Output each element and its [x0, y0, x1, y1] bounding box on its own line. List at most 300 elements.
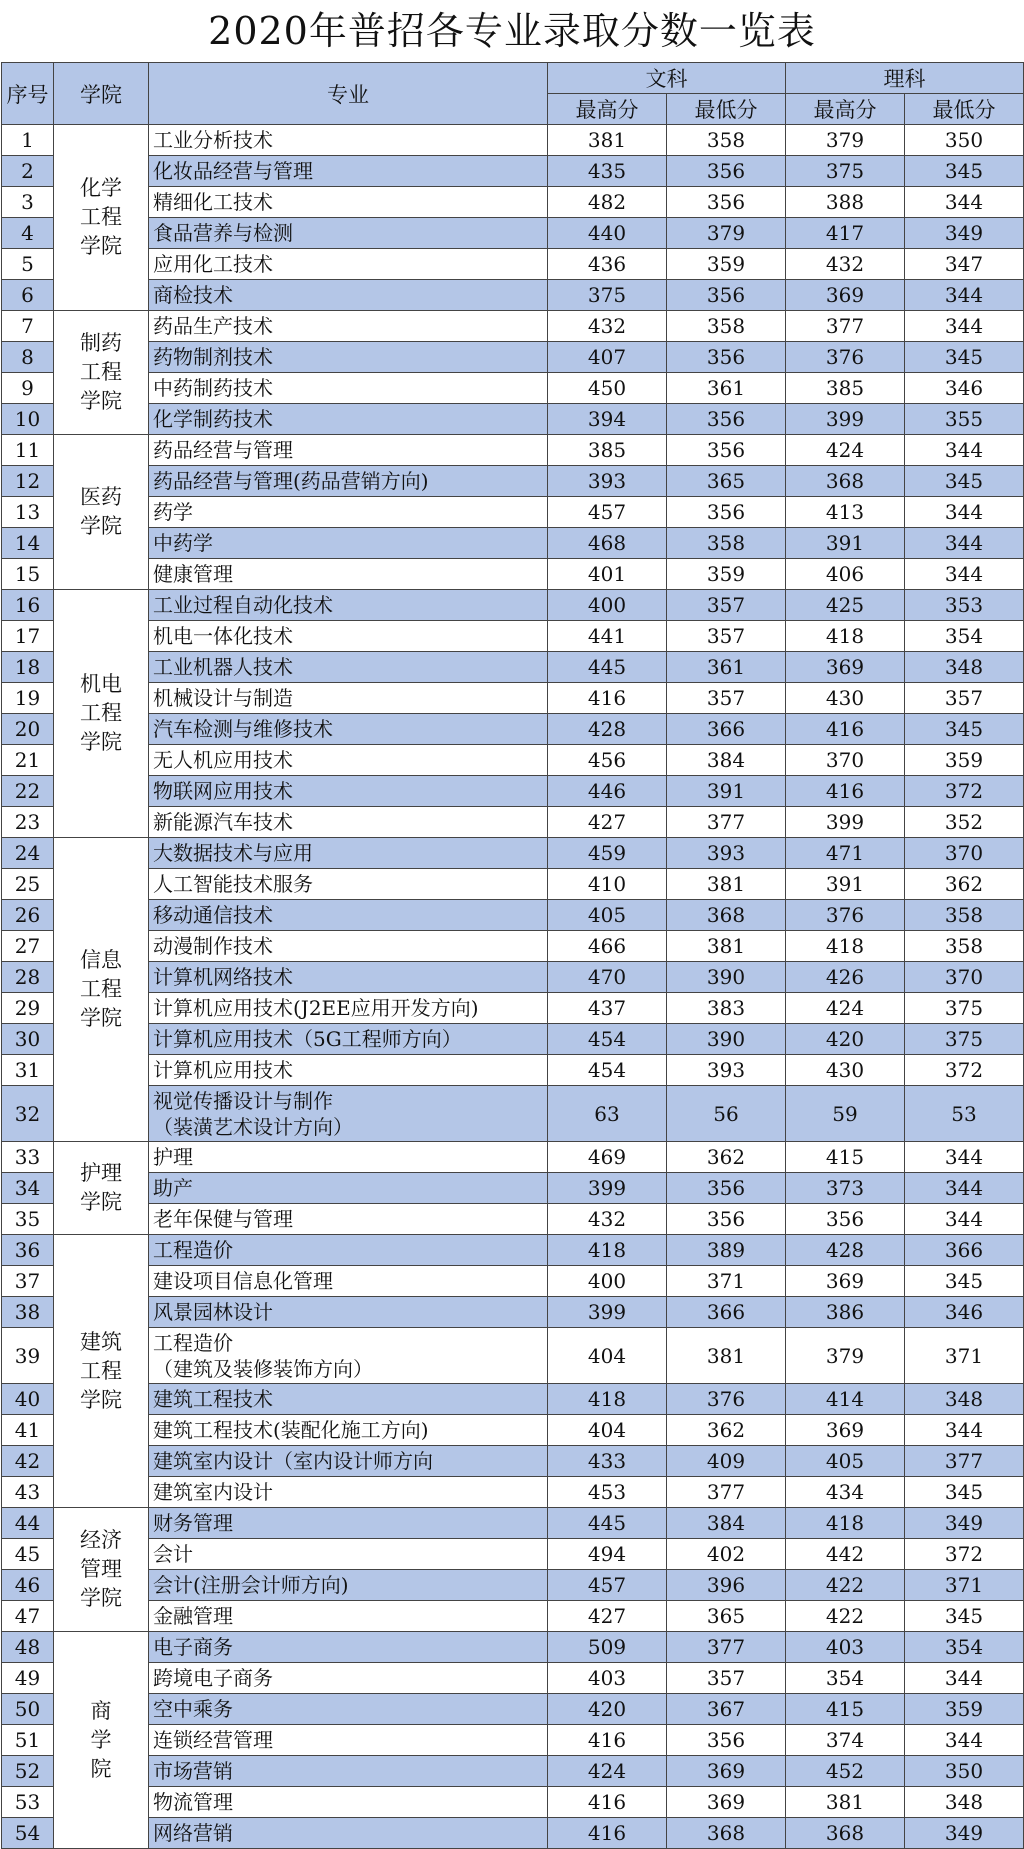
arts-max-score: 450	[548, 373, 667, 404]
arts-max-score: 433	[548, 1446, 667, 1477]
row-seq: 32	[2, 1086, 54, 1142]
arts-max-score: 427	[548, 1601, 667, 1632]
table-row	[2, 249, 1024, 280]
arts-max-score: 441	[548, 621, 667, 652]
science-min-score: 375	[905, 1024, 1024, 1055]
arts-min-score: 357	[667, 590, 786, 621]
science-max-score: 374	[786, 1725, 905, 1756]
table-row	[2, 1663, 1024, 1694]
science-min-score: 346	[905, 373, 1024, 404]
science-max-score: 452	[786, 1756, 905, 1787]
row-major	[149, 590, 548, 621]
table-row	[2, 1024, 1024, 1055]
header-college: 学院	[54, 63, 149, 125]
major-name: 计算机应用技术（5G工程师方向）	[153, 1027, 462, 1051]
arts-min-score: 379	[667, 218, 786, 249]
science-max-score: 379	[786, 1328, 905, 1384]
science-min-score: 344	[905, 1415, 1024, 1446]
college-name-line: 学院	[80, 234, 122, 258]
arts-max-score: 416	[548, 1787, 667, 1818]
table-row	[2, 931, 1024, 962]
science-min-score: 349	[905, 218, 1024, 249]
science-min-score: 345	[905, 466, 1024, 497]
science-min-score: 53	[905, 1086, 1024, 1142]
science-max-score: 425	[786, 590, 905, 621]
row-seq: 19	[2, 683, 54, 714]
arts-max-score: 418	[548, 1384, 667, 1415]
science-max-score: 422	[786, 1601, 905, 1632]
table-row	[2, 1266, 1024, 1297]
major-name: 新能源汽车技术	[153, 810, 293, 834]
college-name-line: 院	[90, 1756, 112, 1781]
table-row	[2, 1086, 1024, 1142]
table-row	[2, 311, 1024, 342]
table-row	[2, 280, 1024, 311]
page-title: 2020年普招各专业录取分数一览表	[208, 9, 816, 53]
arts-min-score: 356	[667, 280, 786, 311]
header-arts: 文科	[548, 63, 786, 94]
row-major	[149, 1266, 548, 1297]
science-min-score: 372	[905, 776, 1024, 807]
arts-max-score: 427	[548, 807, 667, 838]
science-min-score: 344	[905, 1663, 1024, 1694]
arts-max-score: 399	[548, 1297, 667, 1328]
science-max-score: 356	[786, 1204, 905, 1235]
major-name: 药物制剂技术	[153, 345, 273, 369]
arts-max-score: 385	[548, 435, 667, 466]
arts-max-score: 403	[548, 1663, 667, 1694]
science-max-score: 424	[786, 435, 905, 466]
table-row	[2, 218, 1024, 249]
arts-min-score: 377	[667, 807, 786, 838]
college-cell	[54, 1235, 149, 1508]
science-max-score: 424	[786, 993, 905, 1024]
arts-max-score: 437	[548, 993, 667, 1024]
science-min-score: 370	[905, 962, 1024, 993]
arts-max-score: 393	[548, 466, 667, 497]
table-row	[2, 1756, 1024, 1787]
row-major	[149, 807, 548, 838]
table-row	[2, 1204, 1024, 1235]
major-name: 工程造价	[153, 1238, 233, 1262]
science-max-score: 377	[786, 311, 905, 342]
table-row	[2, 373, 1024, 404]
science-min-score: 345	[905, 1266, 1024, 1297]
science-max-score: 373	[786, 1173, 905, 1204]
college-name-line: 制药	[80, 331, 122, 355]
science-max-score: 376	[786, 342, 905, 373]
row-seq: 30	[2, 1024, 54, 1055]
arts-min-score: 356	[667, 435, 786, 466]
major-name: 药品生产技术	[153, 314, 273, 338]
major-name: 助产	[153, 1176, 193, 1200]
arts-min-score: 356	[667, 1204, 786, 1235]
college-name-line: 工程	[80, 205, 122, 229]
row-major	[149, 776, 548, 807]
science-min-score: 344	[905, 497, 1024, 528]
arts-min-score: 356	[667, 1725, 786, 1756]
arts-min-score: 365	[667, 1601, 786, 1632]
major-name: 移动通信技术	[153, 903, 273, 927]
arts-max-score: 401	[548, 559, 667, 590]
row-major	[149, 1204, 548, 1235]
row-major	[149, 838, 548, 869]
table-row	[2, 1818, 1024, 1849]
science-max-score: 369	[786, 652, 905, 683]
row-seq: 12	[2, 466, 54, 497]
college-name-line: 学院	[80, 1006, 122, 1030]
arts-min-score: 377	[667, 1632, 786, 1663]
arts-min-score: 366	[667, 1297, 786, 1328]
arts-min-score: 389	[667, 1235, 786, 1266]
science-max-score: 426	[786, 962, 905, 993]
science-max-score: 399	[786, 404, 905, 435]
table-row	[2, 838, 1024, 869]
arts-max-score: 454	[548, 1055, 667, 1086]
major-name: 人工智能技术服务	[153, 872, 313, 896]
science-max-score: 434	[786, 1477, 905, 1508]
science-min-score: 345	[905, 156, 1024, 187]
arts-min-score: 381	[667, 931, 786, 962]
arts-max-score: 466	[548, 931, 667, 962]
row-seq: 16	[2, 590, 54, 621]
major-name: 中药制药技术	[153, 376, 273, 400]
table-row	[2, 1694, 1024, 1725]
row-major	[149, 714, 548, 745]
major-name: 应用化工技术	[153, 252, 273, 276]
major-name: 建筑工程技术	[153, 1387, 273, 1411]
science-min-score: 371	[905, 1570, 1024, 1601]
table-row	[2, 1725, 1024, 1756]
college-name-line: 化学	[80, 176, 122, 200]
header-seq: 序号	[2, 63, 54, 125]
science-min-score: 353	[905, 590, 1024, 621]
science-min-score: 354	[905, 621, 1024, 652]
table-row	[2, 590, 1024, 621]
row-major	[149, 1570, 548, 1601]
row-seq: 2	[2, 156, 54, 187]
arts-min-score: 384	[667, 745, 786, 776]
arts-max-score: 394	[548, 404, 667, 435]
table-row	[2, 900, 1024, 931]
major-name: 商检技术	[153, 283, 233, 307]
science-max-score: 417	[786, 218, 905, 249]
row-major	[149, 435, 548, 466]
major-name: 药学	[153, 500, 193, 524]
table-row	[2, 1570, 1024, 1601]
major-name: 药品经营与管理(药品营销方向)	[153, 469, 429, 493]
table-row	[2, 1235, 1024, 1266]
arts-min-score: 368	[667, 900, 786, 931]
major-name: 食品营养与检测	[153, 221, 293, 245]
row-seq: 7	[2, 311, 54, 342]
row-major	[149, 218, 548, 249]
science-min-score: 350	[905, 125, 1024, 156]
science-max-score: 415	[786, 1694, 905, 1725]
science-max-score: 369	[786, 1266, 905, 1297]
table-row	[2, 993, 1024, 1024]
science-max-score: 413	[786, 497, 905, 528]
major-name: 计算机应用技术	[153, 1058, 293, 1082]
science-min-score: 352	[905, 807, 1024, 838]
row-seq: 47	[2, 1601, 54, 1632]
arts-max-score: 459	[548, 838, 667, 869]
major-name: 精细化工技术	[153, 190, 273, 214]
arts-max-score: 456	[548, 745, 667, 776]
row-major	[149, 1508, 548, 1539]
major-name: 物联网应用技术	[153, 779, 293, 803]
row-seq: 11	[2, 435, 54, 466]
table-row	[2, 776, 1024, 807]
major-name: 金融管理	[153, 1604, 233, 1628]
major-name: 电子商务	[153, 1635, 233, 1659]
arts-min-score: 357	[667, 683, 786, 714]
arts-min-score: 356	[667, 497, 786, 528]
row-major	[149, 1601, 548, 1632]
college-name-line: 护理	[80, 1161, 122, 1185]
major-name: 建筑室内设计	[153, 1480, 273, 1504]
arts-max-score: 445	[548, 1508, 667, 1539]
row-major	[149, 1297, 548, 1328]
college-cell	[54, 1632, 149, 1849]
college-cell	[54, 590, 149, 838]
row-seq: 15	[2, 559, 54, 590]
science-max-score: 375	[786, 156, 905, 187]
major-name: 空中乘务	[153, 1697, 233, 1721]
science-min-score: 344	[905, 559, 1024, 590]
row-major	[149, 993, 548, 1024]
row-major	[149, 745, 548, 776]
science-max-score: 415	[786, 1142, 905, 1173]
science-min-score: 375	[905, 993, 1024, 1024]
arts-min-score: 390	[667, 962, 786, 993]
arts-max-score: 436	[548, 249, 667, 280]
row-seq: 49	[2, 1663, 54, 1694]
header-science: 理科	[786, 63, 1024, 94]
arts-min-score: 391	[667, 776, 786, 807]
science-min-score: 358	[905, 900, 1024, 931]
table-row	[2, 683, 1024, 714]
major-name: 化妆品经营与管理	[153, 159, 313, 183]
row-major	[149, 125, 548, 156]
row-seq: 21	[2, 745, 54, 776]
table-row	[2, 466, 1024, 497]
row-seq: 27	[2, 931, 54, 962]
science-min-score: 344	[905, 187, 1024, 218]
science-min-score: 344	[905, 1204, 1024, 1235]
major-name: 建筑工程技术(装配化施工方向)	[153, 1418, 429, 1442]
row-major	[149, 280, 548, 311]
table-row	[2, 1632, 1024, 1663]
arts-min-score: 393	[667, 1055, 786, 1086]
row-seq: 3	[2, 187, 54, 218]
arts-max-score: 446	[548, 776, 667, 807]
admission-score-table	[1, 62, 1024, 1849]
arts-min-score: 393	[667, 838, 786, 869]
arts-max-score: 63	[548, 1086, 667, 1142]
row-major	[149, 1725, 548, 1756]
science-max-score: 399	[786, 807, 905, 838]
row-seq: 45	[2, 1539, 54, 1570]
row-seq: 26	[2, 900, 54, 931]
row-seq: 54	[2, 1818, 54, 1849]
arts-max-score: 404	[548, 1328, 667, 1384]
table-row	[2, 1173, 1024, 1204]
science-max-score: 379	[786, 125, 905, 156]
table-row	[2, 528, 1024, 559]
row-major	[149, 497, 548, 528]
arts-min-score: 56	[667, 1086, 786, 1142]
science-min-score: 344	[905, 1725, 1024, 1756]
major-name: 会计	[153, 1542, 193, 1566]
row-major	[149, 1663, 548, 1694]
row-seq: 39	[2, 1328, 54, 1384]
science-min-score: 359	[905, 1694, 1024, 1725]
table-row	[2, 1508, 1024, 1539]
college-name-line: 工程	[80, 360, 122, 384]
row-seq: 28	[2, 962, 54, 993]
arts-min-score: 357	[667, 621, 786, 652]
science-max-score: 418	[786, 1508, 905, 1539]
arts-min-score: 390	[667, 1024, 786, 1055]
row-seq: 46	[2, 1570, 54, 1601]
major-name: 会计(注册会计师方向)	[153, 1573, 349, 1597]
row-major	[149, 1415, 548, 1446]
major-name: 建设项目信息化管理	[153, 1269, 333, 1293]
science-max-score: 406	[786, 559, 905, 590]
major-name: 机电一体化技术	[153, 624, 293, 648]
arts-min-score: 361	[667, 652, 786, 683]
science-min-score: 344	[905, 435, 1024, 466]
major-name: 药品经营与管理	[153, 438, 293, 462]
major-name: 计算机应用技术(J2EE应用开发方向)	[153, 996, 479, 1020]
arts-max-score: 410	[548, 869, 667, 900]
row-seq: 24	[2, 838, 54, 869]
row-major	[149, 931, 548, 962]
major-name: 工程造价	[153, 1330, 233, 1355]
major-name: 跨境电子商务	[153, 1666, 273, 1690]
row-major	[149, 1055, 548, 1086]
arts-max-score: 432	[548, 1204, 667, 1235]
arts-max-score: 445	[548, 652, 667, 683]
science-min-score: 344	[905, 1142, 1024, 1173]
table-row	[2, 745, 1024, 776]
science-min-score: 366	[905, 1235, 1024, 1266]
major-name: 视觉传播设计与制作	[153, 1088, 333, 1113]
row-major	[149, 1632, 548, 1663]
row-major	[149, 1756, 548, 1787]
header-arts-max: 最高分	[548, 94, 667, 125]
row-major	[149, 869, 548, 900]
science-min-score: 357	[905, 683, 1024, 714]
row-seq: 22	[2, 776, 54, 807]
science-min-score: 362	[905, 869, 1024, 900]
college-name-line: 学院	[80, 389, 122, 413]
science-max-score: 432	[786, 249, 905, 280]
row-seq: 33	[2, 1142, 54, 1173]
row-seq: 29	[2, 993, 54, 1024]
college-name-line: 学	[90, 1727, 112, 1752]
row-seq: 34	[2, 1173, 54, 1204]
row-major	[149, 683, 548, 714]
science-min-score: 359	[905, 745, 1024, 776]
row-seq: 18	[2, 652, 54, 683]
table-row	[2, 156, 1024, 187]
arts-min-score: 381	[667, 869, 786, 900]
science-max-score: 422	[786, 1570, 905, 1601]
table-row	[2, 1055, 1024, 1086]
row-major	[149, 1142, 548, 1173]
arts-max-score: 407	[548, 342, 667, 373]
major-name: 护理	[153, 1145, 193, 1169]
table-row	[2, 187, 1024, 218]
major-name: 工业分析技术	[153, 128, 273, 152]
arts-max-score: 494	[548, 1539, 667, 1570]
college-cell	[54, 311, 149, 435]
major-name: 机械设计与制造	[153, 686, 293, 710]
science-min-score: 349	[905, 1508, 1024, 1539]
row-major	[149, 1024, 548, 1055]
row-major	[149, 1328, 548, 1384]
row-major	[149, 1539, 548, 1570]
arts-max-score: 470	[548, 962, 667, 993]
arts-max-score: 435	[548, 156, 667, 187]
header-science-min: 最低分	[905, 94, 1024, 125]
header-arts-min: 最低分	[667, 94, 786, 125]
row-seq: 23	[2, 807, 54, 838]
arts-min-score: 356	[667, 187, 786, 218]
science-min-score: 377	[905, 1446, 1024, 1477]
arts-max-score: 400	[548, 590, 667, 621]
college-name-line: 工程	[80, 1358, 122, 1383]
arts-min-score: 358	[667, 311, 786, 342]
college-name-line: 机电	[80, 672, 122, 696]
science-max-score: 430	[786, 1055, 905, 1086]
major-name: 工业机器人技术	[153, 655, 293, 679]
row-major	[149, 1477, 548, 1508]
row-major	[149, 156, 548, 187]
arts-min-score: 368	[667, 1818, 786, 1849]
row-major	[149, 373, 548, 404]
science-min-score: 371	[905, 1328, 1024, 1384]
table-row	[2, 1446, 1024, 1477]
arts-max-score: 424	[548, 1756, 667, 1787]
college-cell	[54, 1508, 149, 1632]
major-name: 网络营销	[153, 1821, 233, 1845]
science-min-score: 370	[905, 838, 1024, 869]
college-name-line: 工程	[80, 701, 122, 725]
science-min-score: 348	[905, 1384, 1024, 1415]
major-name: 建筑室内设计（室内设计师方向	[153, 1449, 433, 1473]
arts-min-score: 383	[667, 993, 786, 1024]
arts-min-score: 369	[667, 1787, 786, 1818]
major-name: 中药学	[153, 531, 213, 555]
college-cell	[54, 125, 149, 311]
college-name-line: 建筑	[80, 1329, 122, 1354]
table-row	[2, 125, 1024, 156]
row-seq: 35	[2, 1204, 54, 1235]
arts-max-score: 381	[548, 125, 667, 156]
science-max-score: 368	[786, 1818, 905, 1849]
row-seq: 43	[2, 1477, 54, 1508]
science-min-score: 345	[905, 342, 1024, 373]
major-name: 无人机应用技术	[153, 748, 293, 772]
table-row	[2, 435, 1024, 466]
major-name: 老年保健与管理	[153, 1207, 293, 1231]
table-row	[2, 652, 1024, 683]
row-major	[149, 342, 548, 373]
major-name: 动漫制作技术	[153, 934, 273, 958]
